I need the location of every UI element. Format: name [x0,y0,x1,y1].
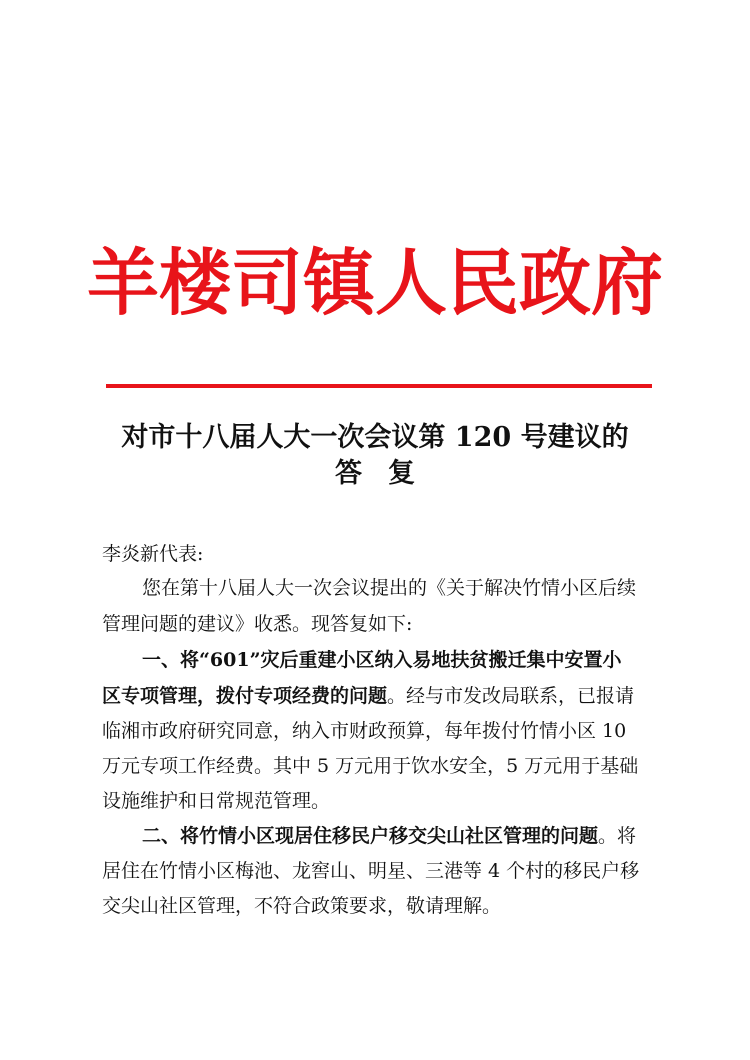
paragraph-3-line-1-rest: 。将 [598,825,637,847]
paragraph-2-line-2 [102,678,662,714]
paragraph-3-line-3: 交尖山社区管理，不符合政策要求，敬请理解。 [102,895,502,917]
paragraph-3-line-1 [142,818,702,854]
paragraph-2-line-3: 临湘市政府研究同意，纳入市财政预算，每年拨付竹情小区 10 [102,720,627,742]
document-title-line-2: 答复 [335,458,441,489]
paragraph-1-line-2: 管理问题的建议》收悉。现答复如下: [102,613,413,635]
paragraph-2-line-4: 万元专项工作经费。其中 5 万元用于饮水安全，5 万元用于基础 [102,755,639,777]
document-title-line-1: 对市十八届人大一次会议第 120 号建议的 [121,422,629,453]
paragraph-3-heading: 二、将竹情小区现居住移民户移交尖山社区管理的问题 [142,825,599,847]
salutation: 李炎新代表: [102,543,204,565]
paragraph-2-line-2-rest: 。经与市发改局联系，已报请 [387,685,635,707]
org-header-title: 羊楼司镇人民政府 [86,240,663,325]
red-divider-rule [106,384,652,388]
paragraph-2-heading-line-2: 区专项管理，拨付专项经费的问题 [102,685,388,707]
paragraph-2-line-5: 设施维护和日常规范管理。 [102,790,331,812]
paragraph-3-line-2: 居住在竹情小区梅池、龙窖山、明星、三港等 4 个村的移民户移 [102,860,640,882]
paragraph-1-line-1: 您在第十八届人大一次会议提出的《关于解决竹情小区后续 [142,577,637,599]
paragraph-2-heading-line-1: 一、将“601”灾后重建小区纳入易地扶贫搬迁集中安置小 [142,649,622,671]
